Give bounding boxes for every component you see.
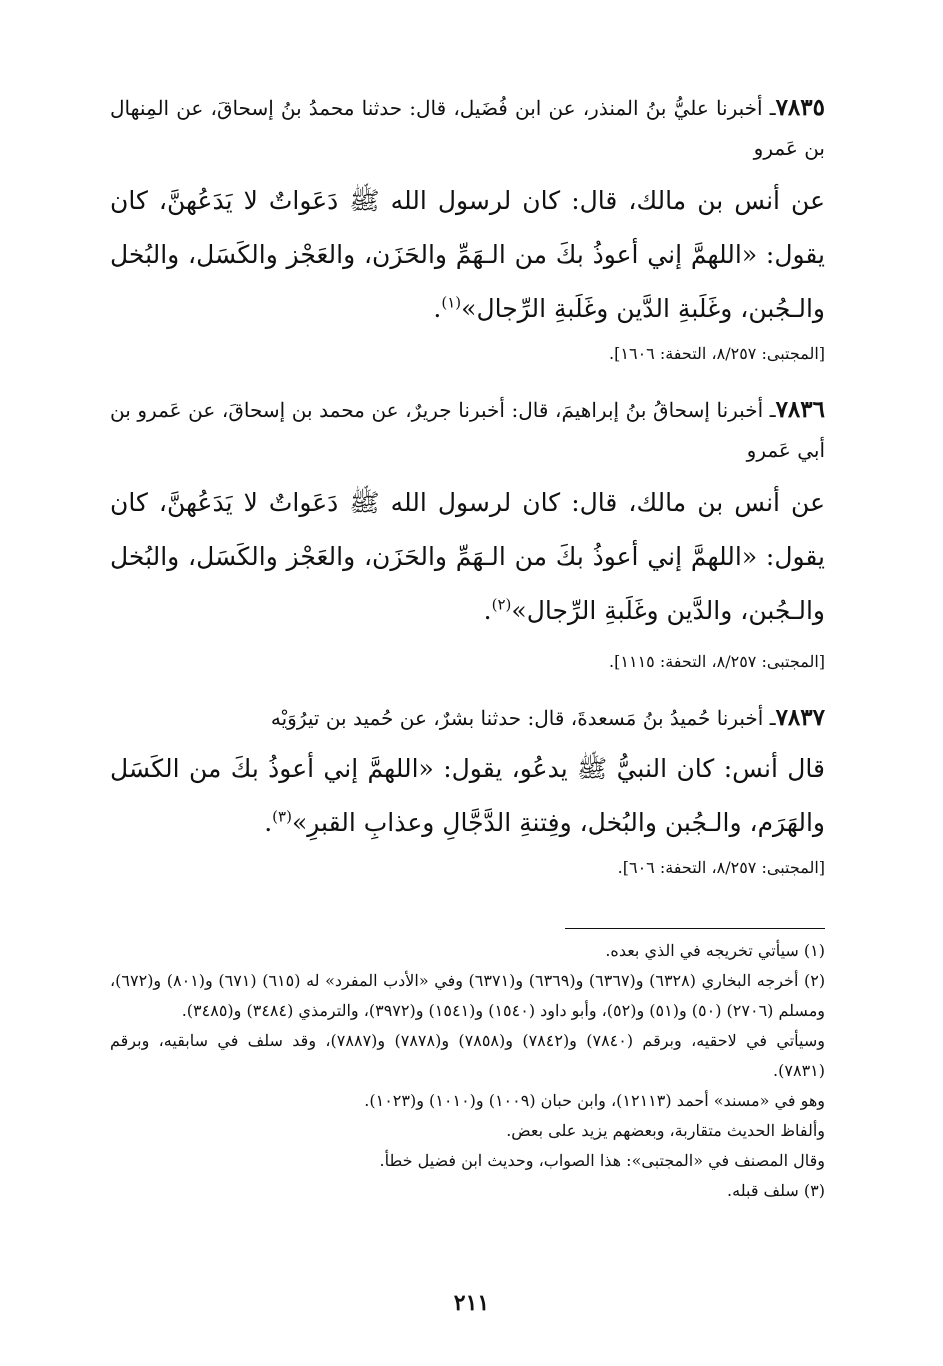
hadith-matn (110, 174, 825, 336)
hadith-7836 (110, 390, 825, 638)
footnote-mark[interactable]: (٣) (272, 807, 292, 826)
footnote-mark[interactable]: (٢) (491, 595, 512, 614)
hadith-7837 (110, 698, 825, 850)
footnote-2-continued: وألفاظ الحديث متقاربة، وبعضهم يزيد على بعض. (506, 1121, 825, 1140)
hadith-number: ٧٨٣٧ (775, 704, 825, 731)
hadith-isnad (110, 698, 825, 738)
hadith-matn (110, 476, 825, 638)
footnote-3: (٣) سلف قبله. (727, 1181, 825, 1200)
footnote-2-continued: وسيأتي في لاحقيه، وبرقم (٧٨٤٠) و(٧٨٤٢) و(٧٨٥٨) و(٧٨٧٨) و(٧٨٨٧)، وقد سلف في سابقيه، وبرقم (٧٨٣١). (110, 1031, 826, 1080)
matn-text: عن أنس بن مالك، قال: كان لرسول الله ﷺ دَعَواتٌ لا يَدَعُهنَّ، كان يقول: «اللهمَّ إني أعوذُ بكَ من الـهَمِّ والحَزَن، والعَجْز والكَسَل، والبُخل والـجُبن، والدَّين وغَلَبةِ الرِّجال» (110, 488, 825, 625)
isnad-text: ـ أخبرنا إسحاقُ بنُ إبراهيمَ، قال: أخبرنا جريرٌ، عن محمد بن إسحاقَ، عن عَمرو بن أبي عَمرو (110, 398, 825, 462)
footnote-2-continued: وقال المصنف في «المجتبى»: هذا الصواب، وحديث ابن فضيل خطأ. (379, 1151, 825, 1170)
footnote-separator (565, 928, 825, 929)
hadith-number: ٧٨٣٦ (775, 396, 825, 423)
matn-end: . (264, 808, 273, 837)
matn-end: . (483, 596, 492, 625)
hadith-reference: [المجتبى: ٨/٢٥٧، التحفة: ١١١٥]. (609, 652, 825, 671)
hadith-reference: [المجتبى: ٨/٢٥٧، التحفة: ٦٠٦]. (617, 858, 825, 877)
matn-text: قال أنس: كان النبيُّ ﷺ يدعُو، يقول: «اللهمَّ إني أعوذُ بكَ من الكَسَل والهَرَم، والـجُبن والبُخل، وفِتنةِ الدَّجَّالِ وعذابِ القبرِ» (110, 754, 825, 837)
footnote-2: (٢) أخرجه البخاري (٦٣٢٨) و(٦٣٦٧) و(٦٣٦٩) و(٦٣٧١) وفي «الأدب المفرد» له (٦١٥) (٦٧١) و(٨٠١) و(٦٧٢)، ومسلم (٢٧٠٦) (٥٠) و(٥١) و(٥٢)، وأبو داود (١٥٤٠) و(١٥٤١) و(٣٩٧٢)، والترمذي (٣٤٨٤) و(٣٤٨٥). (110, 971, 826, 1020)
footnotes (110, 936, 825, 1206)
hadith-isnad (110, 88, 825, 168)
page-number: ٢١١ (453, 1290, 490, 1316)
footnote-1: (١) سيأتي تخريجه في الذي بعده. (605, 941, 825, 960)
hadith-7835 (110, 88, 825, 336)
matn-text: عن أنس بن مالك، قال: كان لرسول الله ﷺ دَعَواتٌ لا يَدَعُهنَّ، كان يقول: «اللهمَّ إني أعوذُ بكَ من الـهَمِّ والحَزَن، والعَجْز والكَسَل، والبُخل والـجُبن، وغَلَبةِ الدَّين وغَلَبةِ الرِّجال» (110, 186, 825, 323)
isnad-text: ـ أخبرنا عليُّ بنُ المنذر، عن ابن فُضَيل، قال: حدثنا محمدُ بنُ إسحاقَ، عن المِنهال بن عَمرو (110, 96, 825, 160)
footnote-mark[interactable]: (١) (441, 293, 462, 312)
hadith-isnad (110, 390, 825, 470)
matn-end: . (433, 294, 442, 323)
isnad-text: ـ أخبرنا حُميدُ بنُ مَسعدةَ، قال: حدثنا بشرٌ، عن حُميد بن تيرُوَيْه (270, 706, 776, 730)
hadith-reference: [المجتبى: ٨/٢٥٧، التحفة: ١٦٠٦]. (609, 344, 825, 363)
footnote-2-continued: وهو في «مسند» أحمد (١٢١١٣)، وابن حبان (١٠٠٩) و(١٠١٠) و(١٠٢٣). (364, 1091, 825, 1110)
hadith-number: ٧٨٣٥ (775, 94, 825, 121)
hadith-matn (110, 742, 825, 850)
